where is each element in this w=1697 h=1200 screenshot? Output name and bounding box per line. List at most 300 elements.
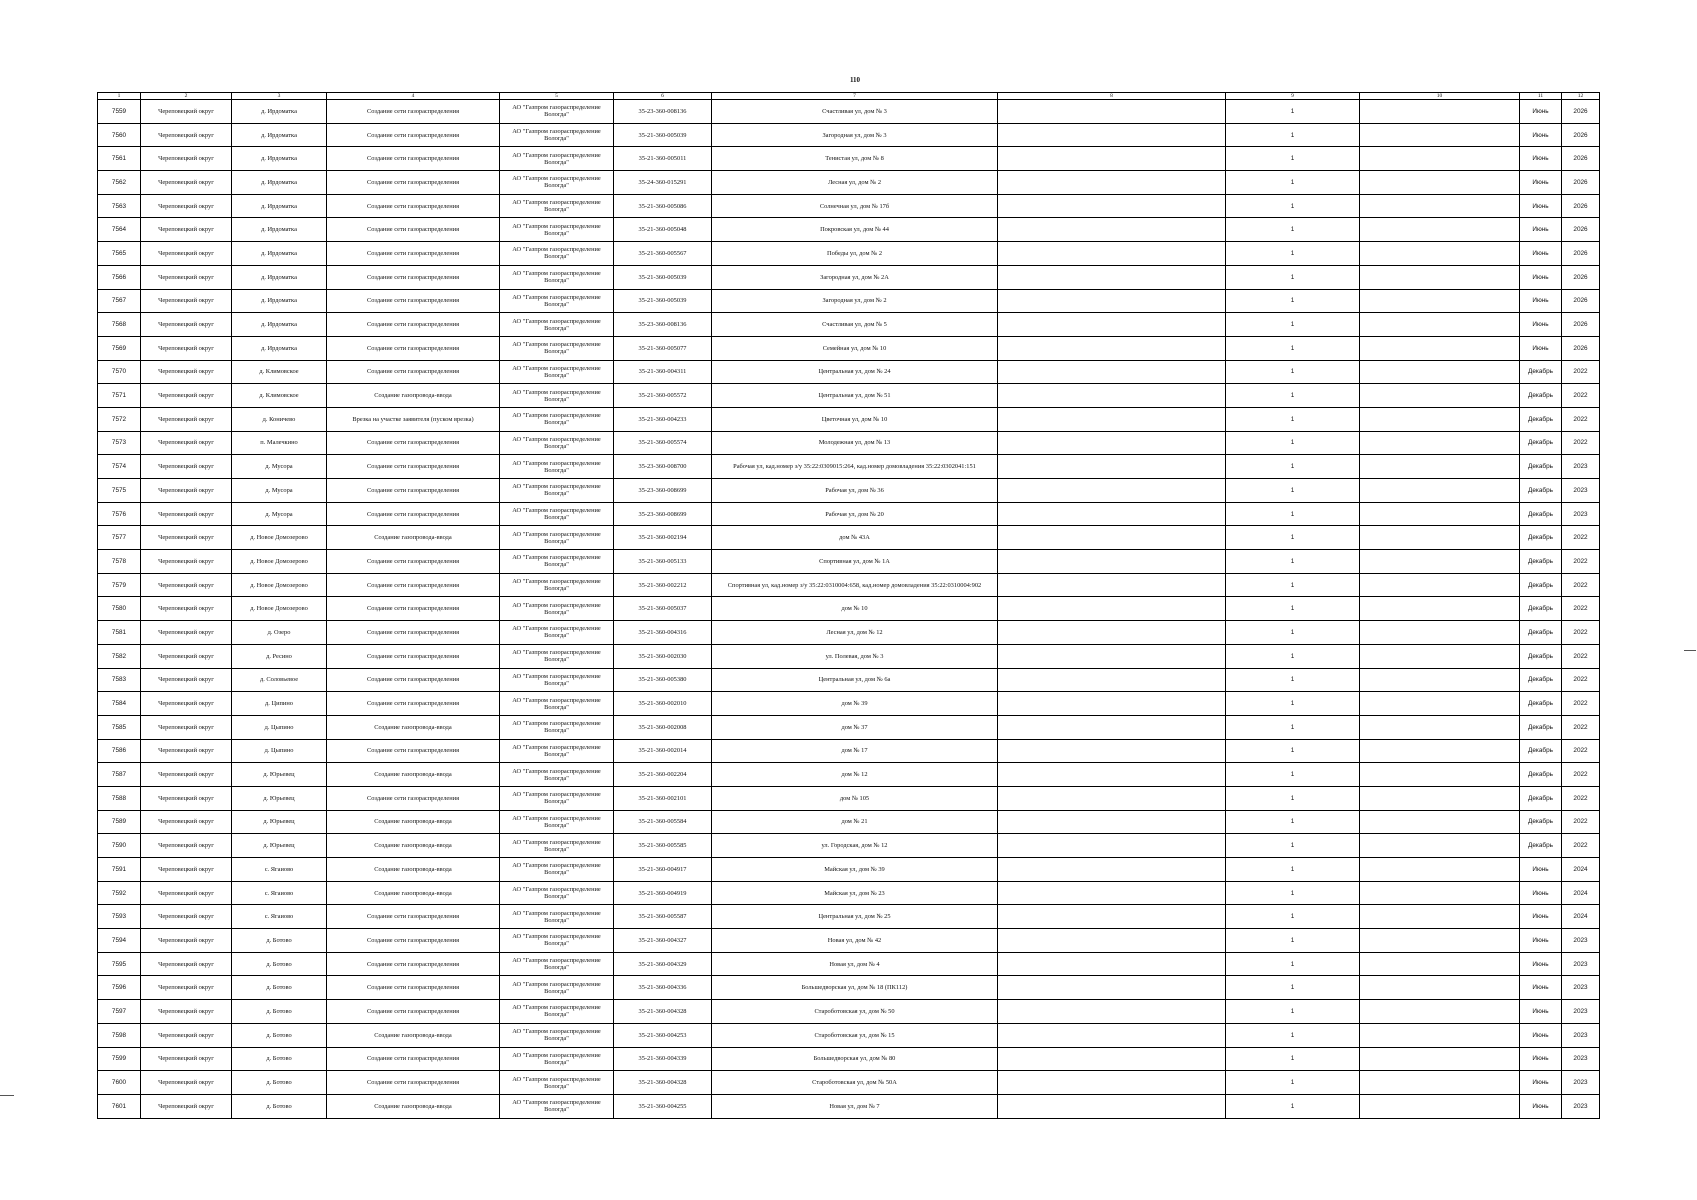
cell-column-8 <box>998 739 1226 763</box>
cell-month: Декабрь <box>1520 739 1562 763</box>
cell-district: Череповецкий округ <box>141 1023 232 1047</box>
cell-district: Череповецкий округ <box>141 952 232 976</box>
cell-row-number: 7595 <box>98 952 141 976</box>
cell-year: 2026 <box>1562 218 1600 242</box>
cell-month: Июнь <box>1520 242 1562 266</box>
cell-work-type: Создание сети газораспределения <box>327 1047 500 1071</box>
cell-address: Цветочная ул, дом № 10 <box>712 407 998 431</box>
cell-address: дом № 10 <box>712 597 998 621</box>
cell-application-number: 35-23-360-008699 <box>614 502 712 526</box>
cell-work-type: Создание сети газораспределения <box>327 265 500 289</box>
cell-application-number: 35-21-360-004336 <box>614 976 712 1000</box>
cell-year: 2022 <box>1562 739 1600 763</box>
cell-column-10 <box>1360 289 1520 313</box>
cell-settlement: д. Ботово <box>232 1000 327 1024</box>
cell-year: 2026 <box>1562 265 1600 289</box>
cell-row-number: 7584 <box>98 692 141 716</box>
table-row <box>98 171 1600 195</box>
cell-settlement: д. Ботово <box>232 1023 327 1047</box>
cell-month: Июнь <box>1520 147 1562 171</box>
cell-column-8 <box>998 407 1226 431</box>
cell-quantity: 1 <box>1226 265 1360 289</box>
cell-district: Череповецкий округ <box>141 100 232 124</box>
cell-address: Лесная ул, дом № 12 <box>712 621 998 645</box>
cell-row-number: 7575 <box>98 479 141 503</box>
cell-district: Череповецкий округ <box>141 739 232 763</box>
cell-month: Июнь <box>1520 194 1562 218</box>
cell-month: Декабрь <box>1520 479 1562 503</box>
cell-district: Череповецкий округ <box>141 502 232 526</box>
cell-organization: АО "Газпром газораспределение Вологда" <box>500 147 614 171</box>
cell-year: 2022 <box>1562 597 1600 621</box>
page-number: 110 <box>849 76 861 84</box>
column-header-1: 1 <box>98 93 141 100</box>
cell-quantity: 1 <box>1226 502 1360 526</box>
cell-work-type: Создание газопровода-ввода <box>327 1094 500 1118</box>
registry-table <box>97 92 1600 1119</box>
cell-row-number: 7569 <box>98 336 141 360</box>
cell-work-type: Создание газопровода-ввода <box>327 763 500 787</box>
cell-year: 2026 <box>1562 242 1600 266</box>
cell-address: Староботовская ул, дом № 50А <box>712 1071 998 1095</box>
table-row <box>98 313 1600 337</box>
cell-address: Староботовская ул, дом № 50 <box>712 1000 998 1024</box>
cell-settlement: д. Ресино <box>232 644 327 668</box>
cell-quantity: 1 <box>1226 313 1360 337</box>
cell-quantity: 1 <box>1226 479 1360 503</box>
cell-column-8 <box>998 526 1226 550</box>
cell-row-number: 7582 <box>98 644 141 668</box>
cell-month: Июнь <box>1520 1000 1562 1024</box>
cell-month: Июнь <box>1520 218 1562 242</box>
cell-organization: АО "Газпром газораспределение Вологда" <box>500 668 614 692</box>
cell-application-number: 35-21-360-002014 <box>614 739 712 763</box>
cell-column-10 <box>1360 621 1520 645</box>
cell-quantity: 1 <box>1226 739 1360 763</box>
table-row <box>98 929 1600 953</box>
cell-year: 2022 <box>1562 668 1600 692</box>
table-row <box>98 384 1600 408</box>
cell-row-number: 7589 <box>98 810 141 834</box>
cell-application-number: 35-21-360-005037 <box>614 597 712 621</box>
cell-month: Июнь <box>1520 976 1562 1000</box>
cell-year: 2022 <box>1562 834 1600 858</box>
cell-column-8 <box>998 147 1226 171</box>
cell-quantity: 1 <box>1226 621 1360 645</box>
cell-month: Июнь <box>1520 858 1562 882</box>
cell-address: Лесная ул, дом № 2 <box>712 171 998 195</box>
cell-column-10 <box>1360 242 1520 266</box>
cell-district: Череповецкий округ <box>141 526 232 550</box>
cell-year: 2023 <box>1562 1000 1600 1024</box>
cell-quantity: 1 <box>1226 1094 1360 1118</box>
cell-column-10 <box>1360 952 1520 976</box>
cell-quantity: 1 <box>1226 929 1360 953</box>
cell-settlement: д. Озеро <box>232 621 327 645</box>
cell-column-10 <box>1360 123 1520 147</box>
cell-column-10 <box>1360 1047 1520 1071</box>
cell-settlement: д. Ирдоматка <box>232 194 327 218</box>
cell-quantity: 1 <box>1226 858 1360 882</box>
table-row <box>98 218 1600 242</box>
cell-quantity: 1 <box>1226 810 1360 834</box>
cell-address: Центральная ул, дом № 25 <box>712 905 998 929</box>
cell-settlement: д. Ирдоматка <box>232 147 327 171</box>
table-row <box>98 1047 1600 1071</box>
cell-column-8 <box>998 1094 1226 1118</box>
cell-quantity: 1 <box>1226 905 1360 929</box>
cell-column-8 <box>998 336 1226 360</box>
cell-district: Череповецкий округ <box>141 407 232 431</box>
cell-row-number: 7596 <box>98 976 141 1000</box>
cell-column-10 <box>1360 573 1520 597</box>
cell-settlement: д. Ирдоматка <box>232 265 327 289</box>
table-row <box>98 715 1600 739</box>
cell-month: Декабрь <box>1520 715 1562 739</box>
cell-column-8 <box>998 786 1226 810</box>
cell-application-number: 35-21-360-005039 <box>614 289 712 313</box>
cell-quantity: 1 <box>1226 242 1360 266</box>
cell-quantity: 1 <box>1226 644 1360 668</box>
cell-organization: АО "Газпром газораспределение Вологда" <box>500 810 614 834</box>
cell-row-number: 7598 <box>98 1023 141 1047</box>
cell-address: Молодежная ул, дом № 13 <box>712 431 998 455</box>
cell-address: дом № 21 <box>712 810 998 834</box>
cell-column-8 <box>998 668 1226 692</box>
table-row <box>98 431 1600 455</box>
cell-district: Череповецкий округ <box>141 1000 232 1024</box>
cell-column-10 <box>1360 194 1520 218</box>
cell-year: 2026 <box>1562 147 1600 171</box>
table-row <box>98 668 1600 692</box>
cell-column-8 <box>998 597 1226 621</box>
cell-column-10 <box>1360 739 1520 763</box>
cell-organization: АО "Газпром газораспределение Вологда" <box>500 360 614 384</box>
cell-column-10 <box>1360 858 1520 882</box>
cell-row-number: 7568 <box>98 313 141 337</box>
cell-month: Декабрь <box>1520 763 1562 787</box>
cell-organization: АО "Газпром газораспределение Вологда" <box>500 502 614 526</box>
cell-quantity: 1 <box>1226 171 1360 195</box>
table-row <box>98 621 1600 645</box>
cell-organization: АО "Газпром газораспределение Вологда" <box>500 597 614 621</box>
cell-district: Череповецкий округ <box>141 455 232 479</box>
cell-year: 2022 <box>1562 810 1600 834</box>
cell-year: 2023 <box>1562 479 1600 503</box>
cell-work-type: Создание сети газораспределения <box>327 194 500 218</box>
cell-district: Череповецкий округ <box>141 786 232 810</box>
cell-organization: АО "Газпром газораспределение Вологда" <box>500 1094 614 1118</box>
cell-address: Большедворская ул, дом № 80 <box>712 1047 998 1071</box>
cell-column-10 <box>1360 881 1520 905</box>
cell-work-type: Создание сети газораспределения <box>327 479 500 503</box>
cell-application-number: 35-21-360-005574 <box>614 431 712 455</box>
cell-month: Декабрь <box>1520 573 1562 597</box>
cell-organization: АО "Газпром газораспределение Вологда" <box>500 692 614 716</box>
cell-row-number: 7601 <box>98 1094 141 1118</box>
cell-year: 2026 <box>1562 123 1600 147</box>
cell-column-8 <box>998 455 1226 479</box>
cell-work-type: Создание сети газораспределения <box>327 147 500 171</box>
cell-application-number: 35-21-360-002008 <box>614 715 712 739</box>
table-row <box>98 123 1600 147</box>
cell-settlement: д. Юрьевец <box>232 810 327 834</box>
scan-edge-mark-left <box>0 1095 14 1096</box>
cell-district: Череповецкий округ <box>141 834 232 858</box>
cell-column-10 <box>1360 1071 1520 1095</box>
table-body <box>98 100 1600 1119</box>
cell-column-10 <box>1360 526 1520 550</box>
table-row <box>98 100 1600 124</box>
cell-row-number: 7560 <box>98 123 141 147</box>
table-row <box>98 739 1600 763</box>
cell-column-8 <box>998 360 1226 384</box>
cell-row-number: 7594 <box>98 929 141 953</box>
cell-address: Центральная ул, дом № 51 <box>712 384 998 408</box>
cell-district: Череповецкий округ <box>141 265 232 289</box>
cell-address: Спортивная ул, кад.номер з/у 35:22:0310004:658, кад.номер домовладения 35:22:0310004:902 <box>712 573 998 597</box>
table-row <box>98 479 1600 503</box>
scan-edge-mark-right <box>1684 650 1696 651</box>
cell-application-number: 35-21-360-002101 <box>614 786 712 810</box>
cell-column-10 <box>1360 1094 1520 1118</box>
cell-address: Тенистая ул, дом № 8 <box>712 147 998 171</box>
cell-settlement: д. Ирдоматка <box>232 289 327 313</box>
cell-quantity: 1 <box>1226 147 1360 171</box>
table-row <box>98 502 1600 526</box>
cell-year: 2022 <box>1562 407 1600 431</box>
cell-column-10 <box>1360 597 1520 621</box>
cell-organization: АО "Газпром газораспределение Вологда" <box>500 929 614 953</box>
cell-quantity: 1 <box>1226 1047 1360 1071</box>
cell-application-number: 35-21-360-005039 <box>614 123 712 147</box>
cell-column-8 <box>998 644 1226 668</box>
cell-column-10 <box>1360 692 1520 716</box>
cell-application-number: 35-21-360-004328 <box>614 1000 712 1024</box>
cell-address: Новая ул, дом № 4 <box>712 952 998 976</box>
cell-month: Декабрь <box>1520 786 1562 810</box>
table-row <box>98 786 1600 810</box>
cell-quantity: 1 <box>1226 360 1360 384</box>
table-row <box>98 1023 1600 1047</box>
cell-row-number: 7579 <box>98 573 141 597</box>
cell-month: Декабрь <box>1520 621 1562 645</box>
cell-district: Череповецкий округ <box>141 123 232 147</box>
cell-address: Майская ул, дом № 23 <box>712 881 998 905</box>
cell-application-number: 35-21-360-005567 <box>614 242 712 266</box>
cell-organization: АО "Газпром газораспределение Вологда" <box>500 763 614 787</box>
cell-row-number: 7563 <box>98 194 141 218</box>
cell-district: Череповецкий округ <box>141 573 232 597</box>
cell-work-type: Создание сети газораспределения <box>327 644 500 668</box>
cell-organization: АО "Газпром газораспределение Вологда" <box>500 100 614 124</box>
cell-quantity: 1 <box>1226 1023 1360 1047</box>
cell-application-number: 35-21-360-005039 <box>614 265 712 289</box>
cell-organization: АО "Газпром газораспределение Вологда" <box>500 194 614 218</box>
cell-quantity: 1 <box>1226 668 1360 692</box>
cell-address: Большедворская ул, дом № 18 (ПК112) <box>712 976 998 1000</box>
cell-column-10 <box>1360 1023 1520 1047</box>
cell-work-type: Создание сети газораспределения <box>327 597 500 621</box>
cell-address: Майская ул, дом № 39 <box>712 858 998 882</box>
cell-district: Череповецкий округ <box>141 881 232 905</box>
cell-column-8 <box>998 313 1226 337</box>
table-row <box>98 905 1600 929</box>
cell-year: 2023 <box>1562 976 1600 1000</box>
cell-column-8 <box>998 171 1226 195</box>
cell-address: Покровская ул, дом № 44 <box>712 218 998 242</box>
cell-work-type: Создание сети газораспределения <box>327 976 500 1000</box>
cell-column-8 <box>998 384 1226 408</box>
cell-organization: АО "Газпром газораспределение Вологда" <box>500 407 614 431</box>
cell-work-type: Создание сети газораспределения <box>327 1071 500 1095</box>
cell-row-number: 7572 <box>98 407 141 431</box>
cell-year: 2022 <box>1562 715 1600 739</box>
cell-district: Череповецкий округ <box>141 1047 232 1071</box>
table-row <box>98 1094 1600 1118</box>
cell-row-number: 7583 <box>98 668 141 692</box>
header-row <box>98 93 1600 100</box>
cell-month: Июнь <box>1520 1047 1562 1071</box>
cell-application-number: 35-21-360-004253 <box>614 1023 712 1047</box>
cell-organization: АО "Газпром газораспределение Вологда" <box>500 739 614 763</box>
cell-month: Июнь <box>1520 1023 1562 1047</box>
cell-year: 2022 <box>1562 360 1600 384</box>
cell-district: Череповецкий округ <box>141 550 232 574</box>
table-row <box>98 858 1600 882</box>
cell-month: Июнь <box>1520 123 1562 147</box>
cell-quantity: 1 <box>1226 881 1360 905</box>
cell-settlement: д. Мусора <box>232 502 327 526</box>
cell-row-number: 7561 <box>98 147 141 171</box>
cell-month: Июнь <box>1520 289 1562 313</box>
cell-quantity: 1 <box>1226 336 1360 360</box>
cell-address: Новая ул, дом № 42 <box>712 929 998 953</box>
table-row <box>98 976 1600 1000</box>
cell-work-type: Создание сети газораспределения <box>327 905 500 929</box>
cell-district: Череповецкий округ <box>141 692 232 716</box>
cell-year: 2022 <box>1562 692 1600 716</box>
cell-application-number: 35-21-360-004329 <box>614 952 712 976</box>
cell-district: Череповецкий округ <box>141 763 232 787</box>
cell-district: Череповецкий округ <box>141 644 232 668</box>
cell-address: Староботовская ул, дом № 15 <box>712 1023 998 1047</box>
cell-quantity: 1 <box>1226 194 1360 218</box>
cell-settlement: д. Ирдоматка <box>232 171 327 195</box>
cell-column-10 <box>1360 313 1520 337</box>
cell-month: Июнь <box>1520 952 1562 976</box>
cell-column-10 <box>1360 171 1520 195</box>
cell-settlement: д. Ирдоматка <box>232 242 327 266</box>
cell-settlement: д. Ботово <box>232 1071 327 1095</box>
cell-month: Декабрь <box>1520 455 1562 479</box>
cell-column-8 <box>998 100 1226 124</box>
cell-quantity: 1 <box>1226 384 1360 408</box>
cell-work-type: Создание сети газораспределения <box>327 360 500 384</box>
cell-settlement: д. Ирдоматка <box>232 123 327 147</box>
cell-month: Июнь <box>1520 265 1562 289</box>
cell-application-number: 35-21-360-005572 <box>614 384 712 408</box>
cell-month: Декабрь <box>1520 668 1562 692</box>
cell-month: Декабрь <box>1520 597 1562 621</box>
cell-district: Череповецкий округ <box>141 313 232 337</box>
cell-district: Череповецкий округ <box>141 360 232 384</box>
cell-year: 2023 <box>1562 1071 1600 1095</box>
cell-work-type: Создание сети газораспределения <box>327 100 500 124</box>
cell-year: 2022 <box>1562 763 1600 787</box>
cell-quantity: 1 <box>1226 550 1360 574</box>
cell-application-number: 35-21-360-004316 <box>614 621 712 645</box>
table-row <box>98 952 1600 976</box>
cell-column-8 <box>998 218 1226 242</box>
cell-column-10 <box>1360 929 1520 953</box>
cell-work-type: Врезка на участке заявителя (пуском врезка) <box>327 407 500 431</box>
cell-row-number: 7580 <box>98 597 141 621</box>
cell-quantity: 1 <box>1226 786 1360 810</box>
cell-address: дом № 37 <box>712 715 998 739</box>
cell-column-10 <box>1360 384 1520 408</box>
cell-work-type: Создание газопровода-ввода <box>327 881 500 905</box>
table-row <box>98 550 1600 574</box>
cell-organization: АО "Газпром газораспределение Вологда" <box>500 218 614 242</box>
cell-district: Череповецкий округ <box>141 1071 232 1095</box>
cell-quantity: 1 <box>1226 976 1360 1000</box>
cell-district: Череповецкий округ <box>141 621 232 645</box>
cell-application-number: 35-21-360-005048 <box>614 218 712 242</box>
cell-settlement: п. Малечкино <box>232 431 327 455</box>
cell-month: Июнь <box>1520 1094 1562 1118</box>
cell-organization: АО "Газпром газораспределение Вологда" <box>500 1047 614 1071</box>
column-header-2: 2 <box>141 93 232 100</box>
cell-year: 2026 <box>1562 171 1600 195</box>
cell-year: 2023 <box>1562 1023 1600 1047</box>
cell-quantity: 1 <box>1226 100 1360 124</box>
table-row <box>98 810 1600 834</box>
cell-column-10 <box>1360 1000 1520 1024</box>
cell-work-type: Создание сети газораспределения <box>327 218 500 242</box>
cell-column-10 <box>1360 479 1520 503</box>
cell-work-type: Создание сети газораспределения <box>327 336 500 360</box>
cell-application-number: 35-21-360-005086 <box>614 194 712 218</box>
cell-address: Загородная ул, дом № 2А <box>712 265 998 289</box>
table-row <box>98 526 1600 550</box>
cell-year: 2022 <box>1562 621 1600 645</box>
cell-year: 2023 <box>1562 502 1600 526</box>
cell-address: Новая ул, дом № 7 <box>712 1094 998 1118</box>
cell-column-10 <box>1360 786 1520 810</box>
cell-settlement: д. Новое Домозерово <box>232 597 327 621</box>
cell-year: 2022 <box>1562 431 1600 455</box>
cell-year: 2026 <box>1562 336 1600 360</box>
cell-quantity: 1 <box>1226 952 1360 976</box>
cell-row-number: 7586 <box>98 739 141 763</box>
cell-quantity: 1 <box>1226 431 1360 455</box>
cell-district: Череповецкий округ <box>141 431 232 455</box>
cell-settlement: д. Ирдоматка <box>232 313 327 337</box>
cell-work-type: Создание газопровода-ввода <box>327 526 500 550</box>
cell-column-8 <box>998 810 1226 834</box>
cell-application-number: 35-21-360-005077 <box>614 336 712 360</box>
cell-column-10 <box>1360 976 1520 1000</box>
cell-row-number: 7562 <box>98 171 141 195</box>
column-header-8: 8 <box>998 93 1226 100</box>
cell-application-number: 35-24-360-015291 <box>614 171 712 195</box>
cell-settlement: д. Ботово <box>232 1047 327 1071</box>
cell-organization: АО "Газпром газораспределение Вологда" <box>500 384 614 408</box>
table-row <box>98 147 1600 171</box>
cell-settlement: д. Цыпино <box>232 715 327 739</box>
cell-address: Солнечная ул, дом № 17б <box>712 194 998 218</box>
